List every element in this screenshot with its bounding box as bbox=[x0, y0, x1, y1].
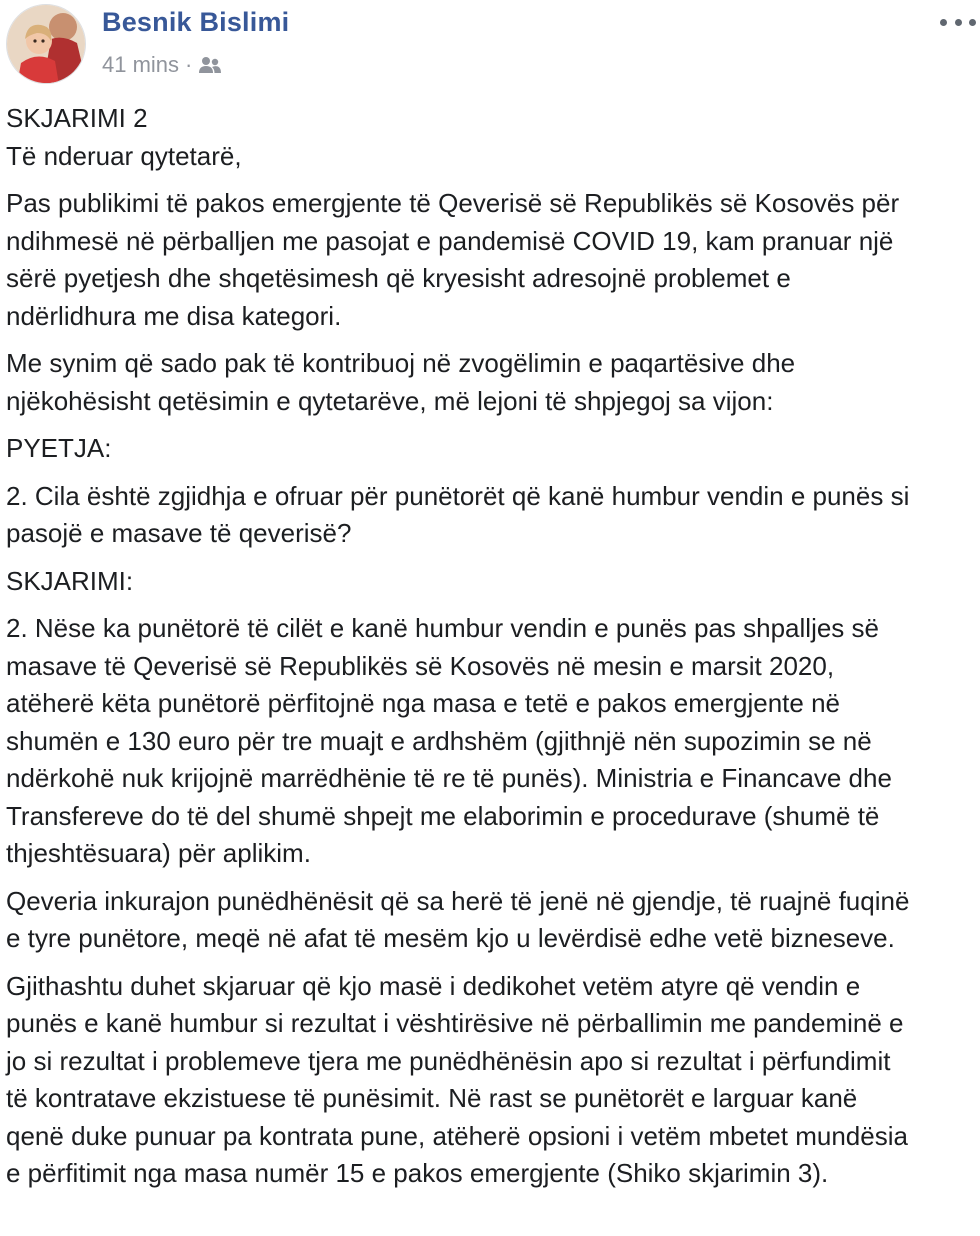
post-paragraph bbox=[6, 138, 976, 176]
post-paragraph bbox=[6, 563, 976, 601]
post-paragraph bbox=[6, 345, 976, 420]
author-name-link[interactable]: Besnik Bislimi bbox=[102, 7, 290, 37]
text-line: jo si rezultat i problemeve tjera me punëdhënësin apo si rezultat i përfundimit bbox=[6, 1045, 891, 1076]
post-paragraph bbox=[6, 610, 976, 873]
friends-icon[interactable] bbox=[198, 55, 222, 75]
text-line: masave të Qeverisë së Republikës së Kosovës në mesin e marsit 2020, bbox=[6, 650, 835, 681]
more-options-icon bbox=[969, 19, 976, 26]
post-paragraph bbox=[6, 883, 976, 958]
text-line: ndihmesë në përballjen me pasojat e pandemisë COVID 19, kam pranuar një bbox=[6, 225, 894, 256]
text-line: sërë pyetjesh dhe shqetësimesh që kryesisht adresojnë problemet e bbox=[6, 263, 791, 293]
text-line: punës e kanë humbur si rezultat i vështirësive në përballimin me pandeminë e bbox=[6, 1008, 904, 1038]
text-line: ndërlidhura me disa kategori. bbox=[6, 300, 342, 331]
author-avatar[interactable] bbox=[6, 4, 86, 84]
text-line: njëkohësisht qetësimin e qytetarëve, më lejoni të shpjegoj sa vijon: bbox=[6, 385, 774, 416]
avatar-photo-icon bbox=[7, 5, 86, 84]
text-line: ndërkohë nuk krijojnë marrëdhënie të re të punës). Ministria e Financave dhe bbox=[6, 763, 892, 793]
more-options-icon bbox=[940, 19, 947, 26]
post-paragraph bbox=[6, 100, 976, 138]
text-line: 2. Cila është zgjidhja e ofruar për punëtorët që kanë humbur vendin e punës si bbox=[6, 480, 910, 511]
text-line: Të nderuar qytetarë, bbox=[6, 140, 242, 171]
text-line: PYETJA: bbox=[6, 433, 112, 463]
text-line: Pas publikimi të pakos emergjente të Qeverisë së Republikës së Kosovës për bbox=[6, 188, 900, 218]
post-paragraph bbox=[6, 968, 976, 1193]
post-paragraph bbox=[6, 430, 976, 468]
text-line: Qeveria inkurajon punëdhënësit që sa herë të jenë në gjendje, të ruajnë fuqinë bbox=[6, 885, 910, 916]
text-line: atëherë këta punëtorë përfitojnë nga masa e tetë e pakos emergjente në bbox=[6, 688, 841, 718]
text-line: shumën e 130 euro për tre muajt e ardhshëm (gjithnjë nën supozimin se në bbox=[6, 725, 872, 756]
meta-separator: · bbox=[185, 52, 193, 77]
post-text bbox=[6, 100, 976, 1203]
text-line: të kontratave ekzistuese të punësimit. Në rast se punëtorët e larguar kanë bbox=[6, 1083, 858, 1113]
text-line: 2. Nëse ka punëtorë të cilët e kanë humbur vendin e punës pas shpalljes së bbox=[6, 613, 879, 643]
post-meta bbox=[102, 52, 222, 78]
more-options-icon bbox=[955, 19, 962, 26]
text-line: SKJARIMI 2 bbox=[6, 103, 148, 133]
more-options-button[interactable] bbox=[940, 8, 976, 36]
post-header bbox=[0, 0, 980, 92]
text-line: pasojë e masave të qeverisë? bbox=[6, 518, 352, 548]
text-line: Me synim që sado pak të kontribuoj në zvogëlimin e paqartësive dhe bbox=[6, 348, 796, 378]
text-line: thjeshtësuara) për aplikim. bbox=[6, 838, 311, 868]
post-paragraph bbox=[6, 478, 976, 553]
post-timestamp[interactable]: 41 mins bbox=[102, 52, 180, 77]
text-line: e përfitimit nga masa numër 15 e pakos emergjente (Shiko skjarimin 3). bbox=[6, 1158, 829, 1188]
text-line: qenë duke punuar pa kontrata pune, atëherë opsioni i vetëm mbetet mundësia bbox=[6, 1120, 908, 1151]
text-line: e tyre punëtore, meqë në afat të mesëm kjo u levërdisë edhe vetë bizneseve. bbox=[6, 923, 895, 953]
post-paragraph bbox=[6, 185, 976, 335]
text-line: SKJARIMI: bbox=[6, 565, 134, 596]
text-line: Gjithashtu duhet skjaruar që kjo masë i dedikohet vetëm atyre që vendin e bbox=[6, 970, 861, 1001]
text-line: Transfereve do të del shumë shpejt me elaborimin e procedurave (shumë të bbox=[6, 800, 880, 831]
